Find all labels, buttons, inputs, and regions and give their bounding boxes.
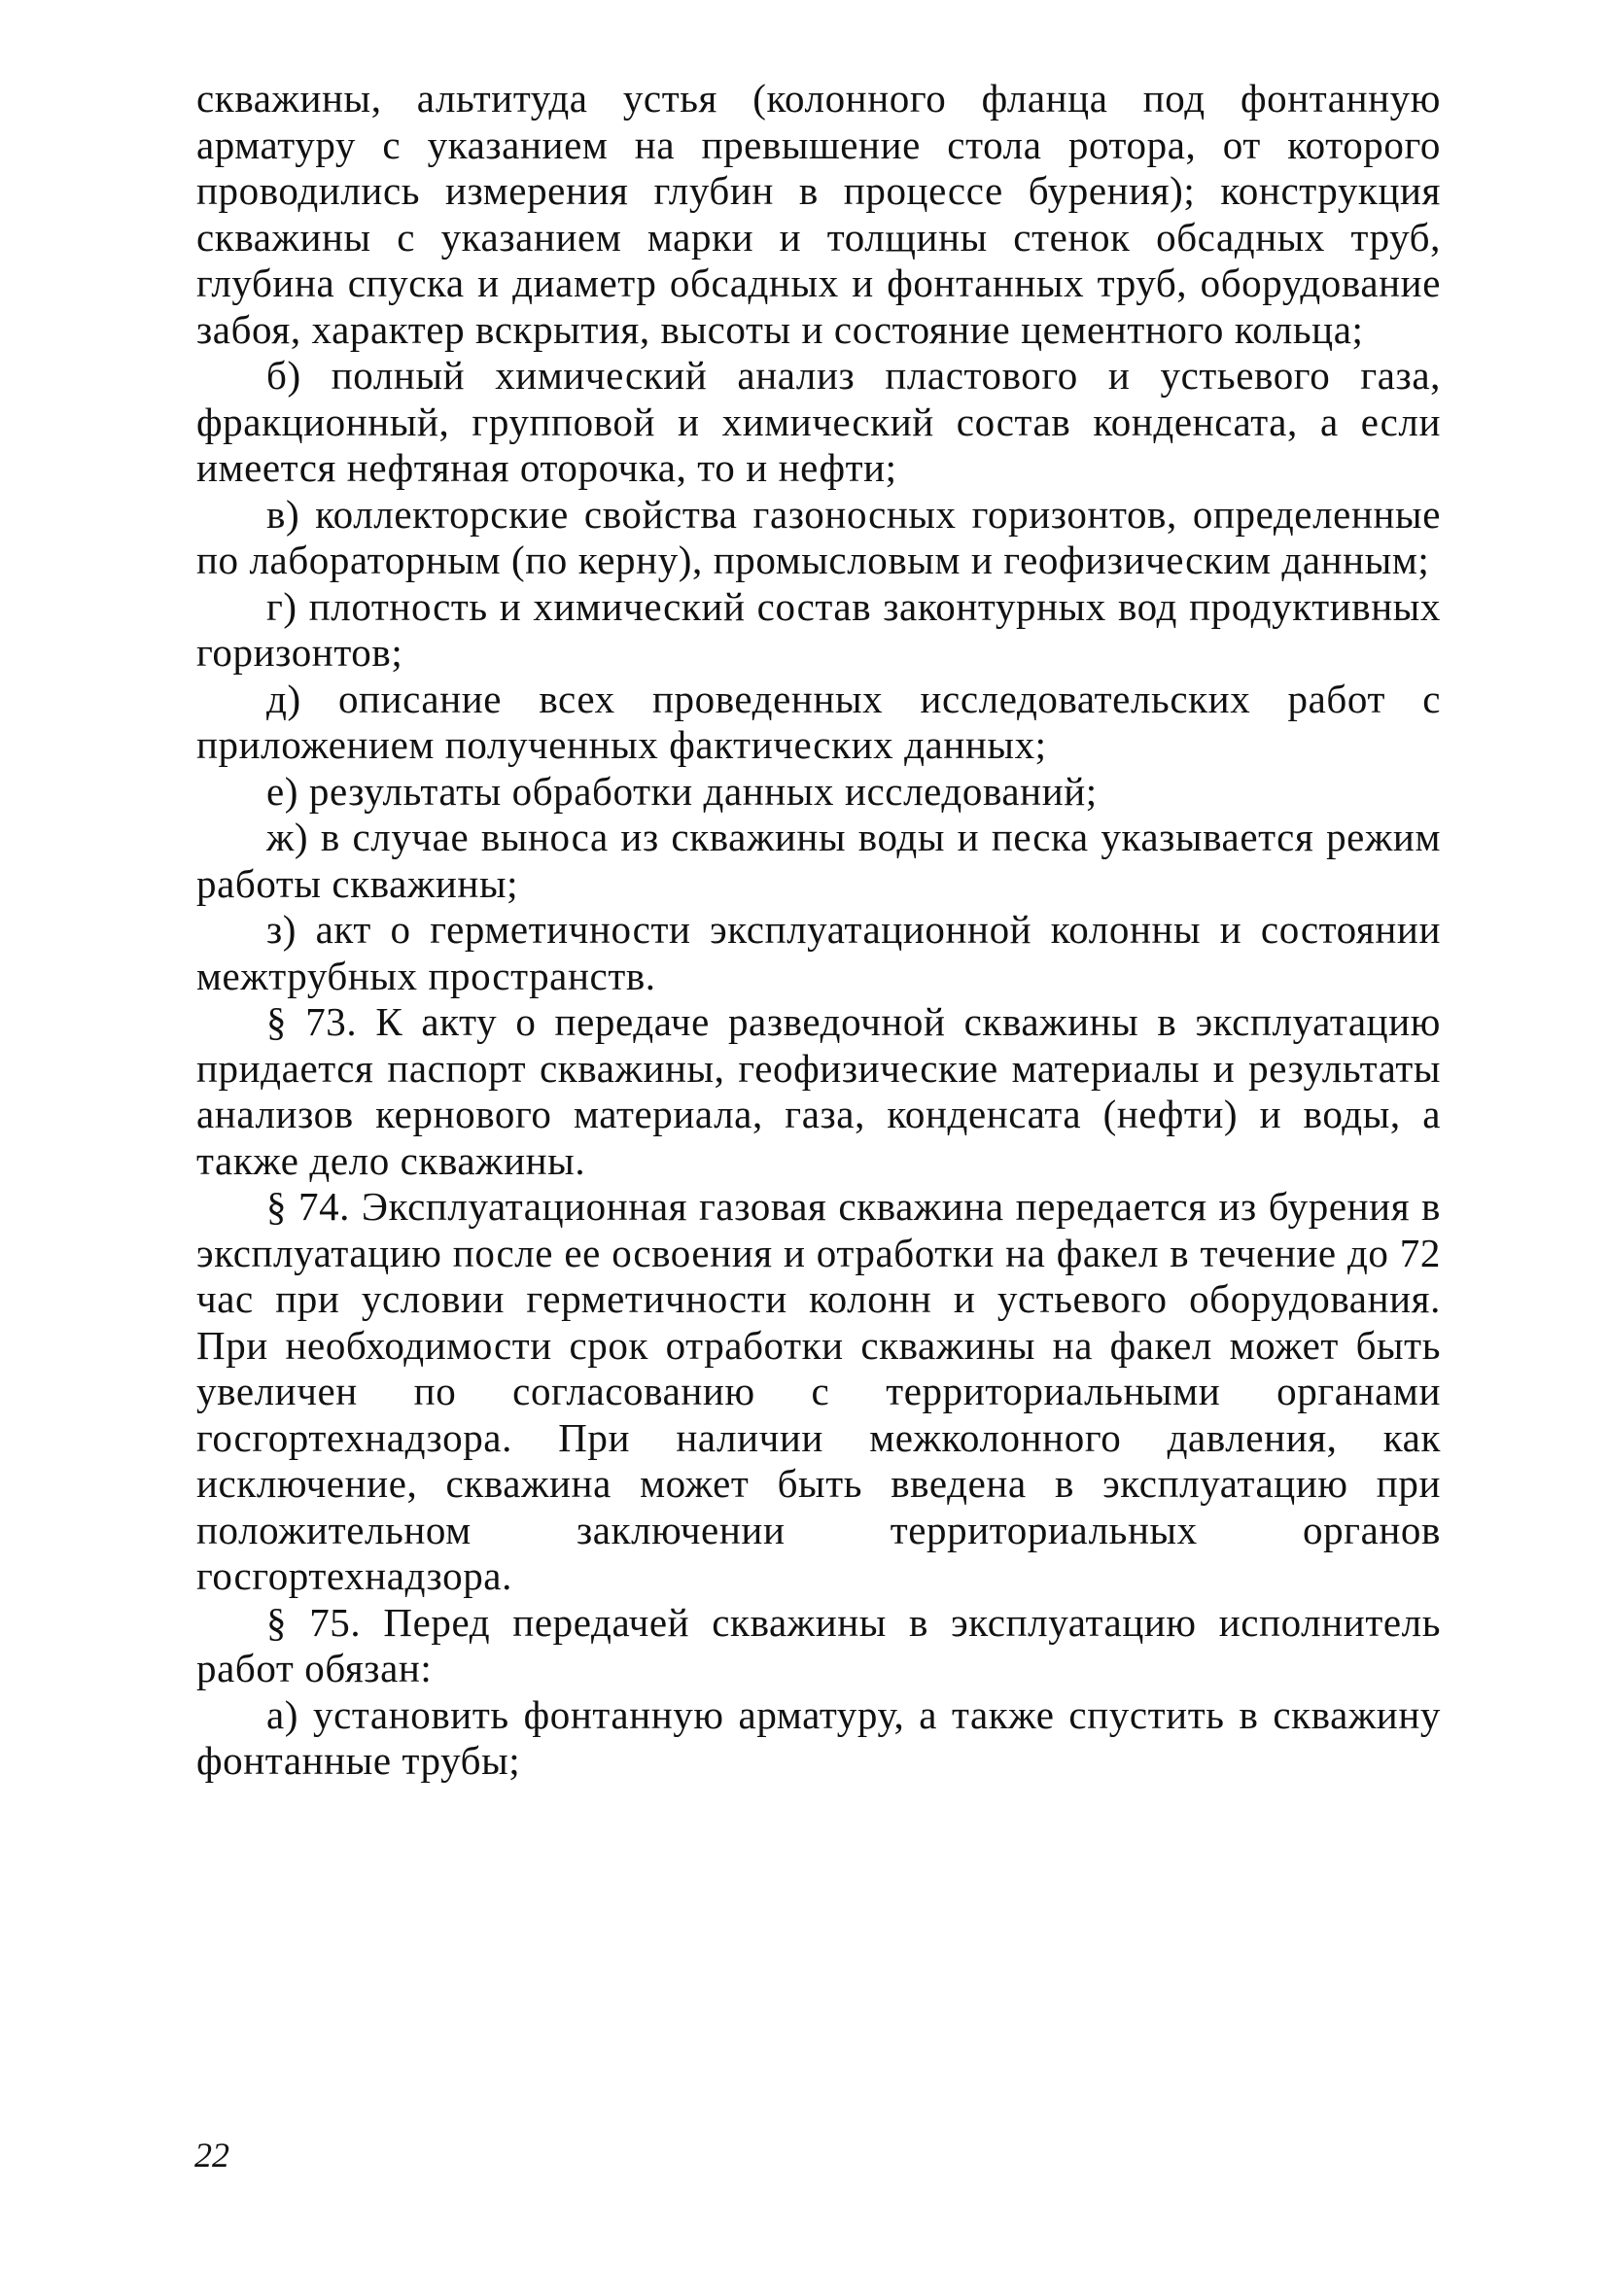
paragraph-item-e: е) результаты обработки данных исследований; xyxy=(266,768,1098,814)
paragraph-item-zh: ж) в случае выноса из скважины воды и песка указывается режим работы скважины; xyxy=(196,815,1441,906)
body-text xyxy=(196,76,1441,1785)
paragraph-item-z: з) акт о герметичности эксплуатационной колонны и состоянии межтрубных пространств. xyxy=(196,907,1441,998)
page-number: 22 xyxy=(194,2136,229,2174)
paragraph-item-b: б) полный химический анализ пластового и устьевого газа, фракционный, групповой и химический состав конденсата, а если имеется нефтяная оторочка, то и нефти; xyxy=(196,353,1441,490)
paragraph-well-construction: скважины, альтитуда устья (колонного фланца под фонтанную арматуру с указанием на превышение стола ротора, от которого проводились измерения глубин в процессе бурения); конструкция скважины с указанием марки и толщины стенок обсадных труб, глубина спуска и диаметр обсадных и фонтанных труб, оборудование забоя, характер вскрытия, высоты и состояние цементного кольца; xyxy=(196,76,1441,352)
paragraph-item-v: в) коллекторские свойства газоносных горизонтов, определенные по лабораторным (по керну), промысловым и геофизическим данным; xyxy=(196,491,1441,582)
paragraph-item-g: г) плотность и химический состав законтурных вод продуктивных горизонтов; xyxy=(196,583,1441,675)
paragraph-item-a: а) установить фонтанную арматуру, а также спустить в скважину фонтанные трубы; xyxy=(196,1691,1441,1783)
paragraph-item-d: д) описание всех проведенных исследовательских работ с приложением полученных фактических данных; xyxy=(196,676,1441,767)
paragraph-section-75: § 75. Перед передачей скважины в эксплуатацию исполнитель работ обязан: xyxy=(196,1599,1441,1690)
paragraph-section-74: § 74. Эксплуатационная газовая скважина передается из бурения в эксплуатацию после ее освоения и отработки на факел в течение до 72 час при условии герметичности колонн и устьевого оборудования. При необходимости срок отработки скважины на факел может быть увеличен по согласованию с территориальными органами госгортехнадзора. При наличии межколонного давления, как исключение, скважина может быть введена в эксплуатацию при положительном заключении территориальных органов госгортехнадзора. xyxy=(196,1184,1441,1598)
paragraph-section-73: § 73. К акту о передаче разведочной скважины в эксплуатацию придается паспорт скважины, геофизические материалы и результаты анализов кернового материала, газа, конденсата (нефти) и воды, а также дело скважины. xyxy=(196,999,1441,1183)
